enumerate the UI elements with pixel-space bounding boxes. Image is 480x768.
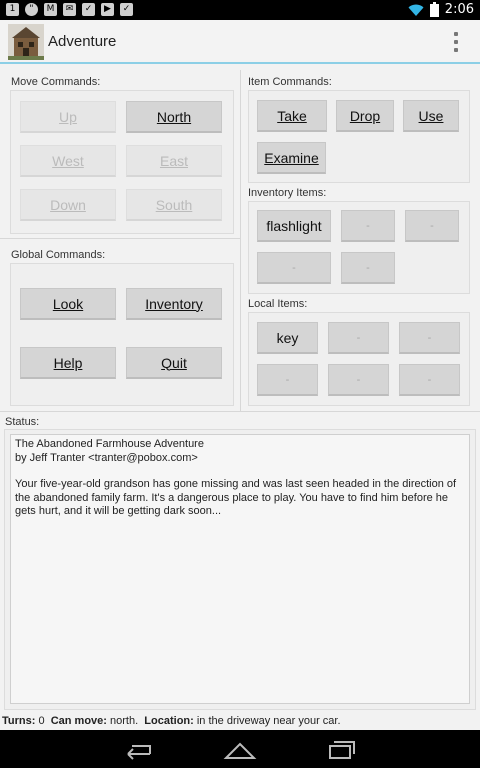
wifi-icon [408,3,424,17]
divider [0,411,480,412]
overflow-menu-icon[interactable] [454,32,458,52]
game-info-line [2,715,341,727]
inventory-item-button[interactable]: - [341,210,395,242]
status-title-line: The Abandoned Farmhouse Adventure [15,438,204,450]
recent-apps-icon[interactable] [322,736,362,762]
use-button[interactable]: Use [403,100,459,132]
north-button[interactable]: North [126,101,222,133]
keyboard-icon: 1 [6,3,19,16]
status-heading: Status: [5,416,40,428]
help-button[interactable]: Help [20,347,116,379]
take-button[interactable]: Take [257,100,327,132]
battery-icon [430,2,439,17]
global-commands-heading: Global Commands: [11,249,106,261]
item-commands-heading: Item Commands: [248,76,332,88]
up-button[interactable]: Up [20,101,116,133]
turns-value: 0 [38,715,45,727]
turns-label: Turns: [2,715,36,727]
local-item-button[interactable]: - [328,322,389,354]
local-items-heading: Local Items: [248,298,308,310]
play-icon: ▶ [101,3,114,16]
hangouts-icon: " [25,3,38,16]
east-button[interactable]: East [126,145,222,177]
location-label: Location: [144,715,194,727]
down-button[interactable]: Down [20,189,116,221]
can-move-label: Can move: [50,715,107,727]
inventory-item-button[interactable]: flashlight [257,210,331,242]
local-item-button[interactable]: - [399,364,460,396]
inventory-button[interactable]: Inventory [126,288,222,320]
task-icon: ✓ [120,3,133,16]
inventory-item-button[interactable]: - [257,252,331,284]
move-commands-heading: Move Commands: [11,76,101,88]
system-status-bar [0,0,480,20]
west-button[interactable]: West [20,145,116,177]
system-navigation-bar [0,730,480,768]
location-value: in the driveway near your car. [196,715,341,727]
app-title: Adventure [48,33,117,50]
south-button[interactable]: South [126,189,222,221]
status-author-line: by Jeff Tranter <tranter@pobox.com> [15,451,198,464]
mail-icon: M [44,3,57,16]
quit-button[interactable]: Quit [126,347,222,379]
status-story: Your five-year-old grandson has gone missing and was last seen headed in the direction of the abandoned family farm. It's a dangerous place to play. You have to find him before he gets hurt, and it will be getting dark soon... [15,478,457,517]
email-icon: ✉ [63,3,76,16]
drop-button[interactable]: Drop [336,100,394,132]
farmhouse-icon [8,24,44,60]
inventory-items-heading: Inventory Items: [248,187,327,199]
inventory-item-button[interactable]: - [405,210,459,242]
back-icon[interactable] [118,736,158,762]
local-item-button[interactable]: - [257,364,318,396]
divider [240,70,241,412]
local-item-button[interactable]: - [399,322,460,354]
notification-icons [6,3,133,16]
status-text-area[interactable] [10,434,470,704]
look-button[interactable]: Look [20,288,116,320]
global-commands-panel [10,263,234,406]
examine-button[interactable]: Examine [257,142,326,174]
home-icon[interactable] [220,736,260,762]
divider [0,238,240,239]
inventory-item-button[interactable]: - [341,252,395,284]
local-item-button[interactable]: key [257,322,318,354]
action-bar [0,20,480,64]
clock: 2:06 [444,2,474,17]
can-move-value: north. [110,715,139,727]
local-item-button[interactable]: - [328,364,389,396]
task-icon: ✓ [82,3,95,16]
